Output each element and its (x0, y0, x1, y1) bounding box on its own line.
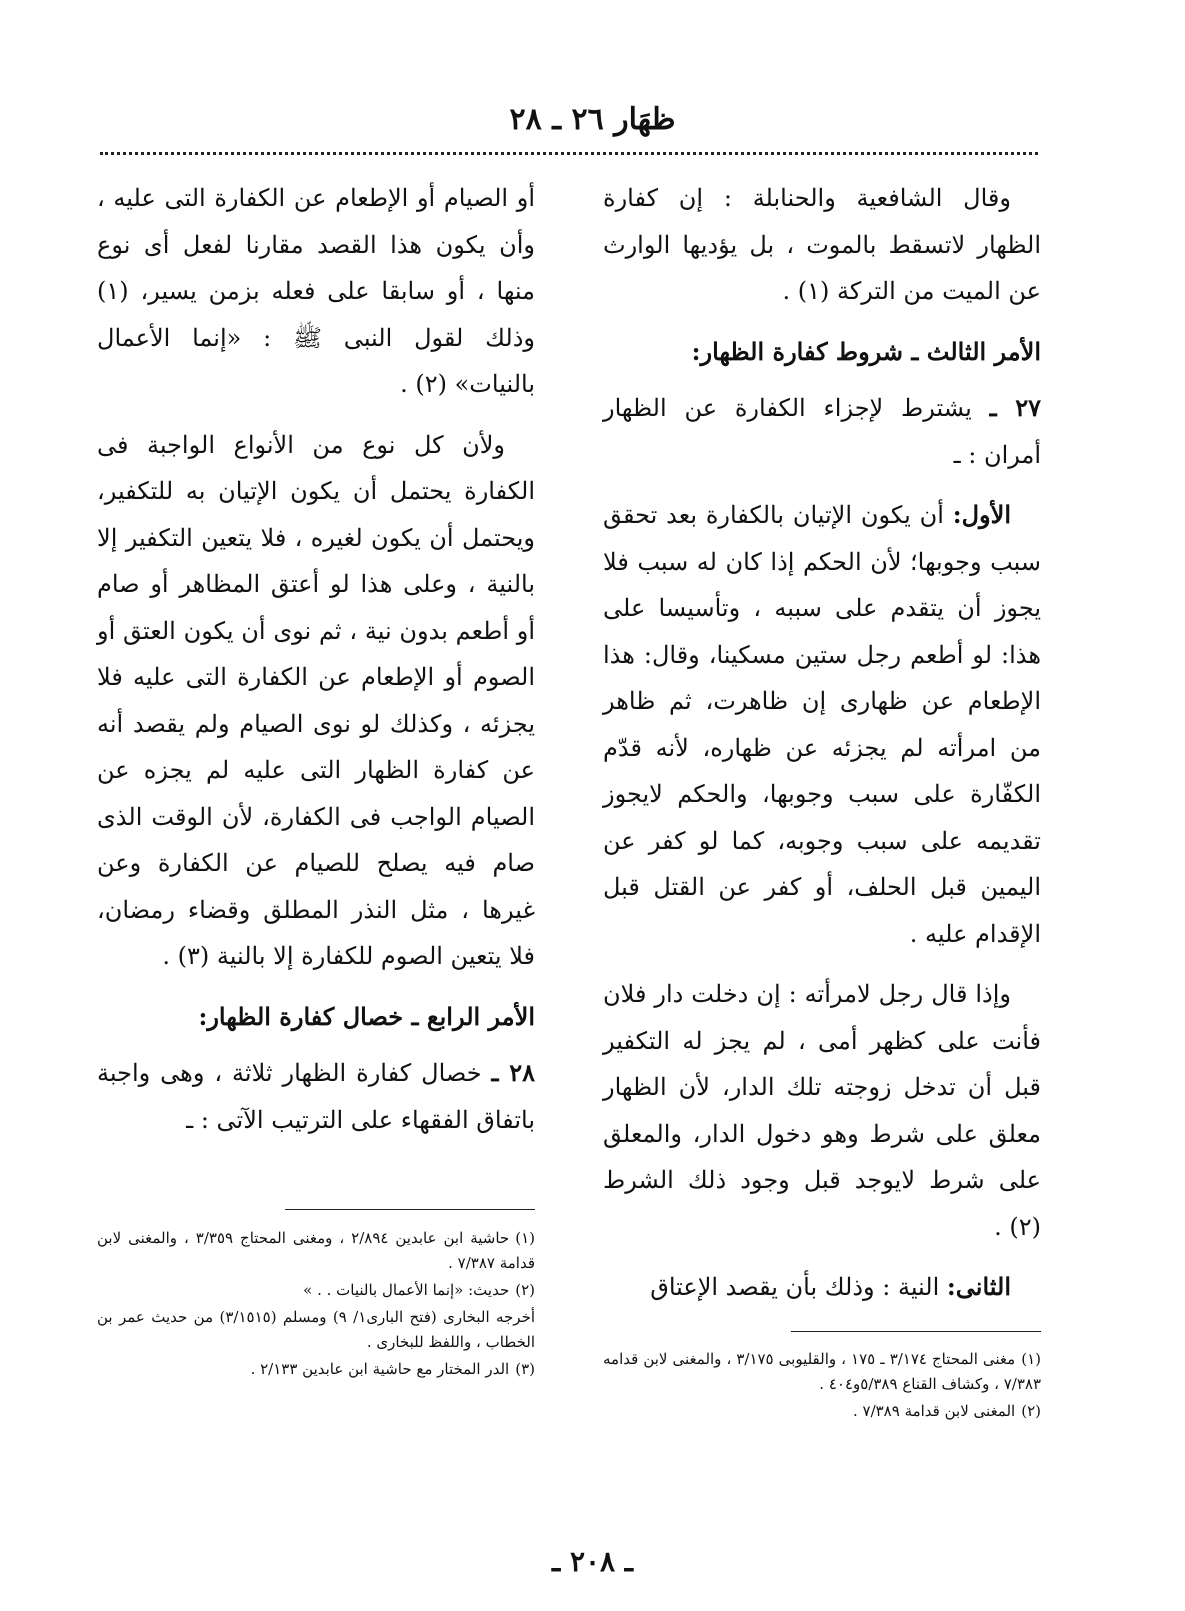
footnote-text: مغنى المحتاج ٣/١٧٤ ـ ١٧٥ ، والقليوبى ٣/١٧٥ ، والمغنى لابن قدامه ٧/٣٨٣ ، وكشاف القناع ٥/٣٨٩و٤٠٤ . (603, 1350, 1041, 1393)
paragraph-first-condition (603, 492, 1041, 957)
left-column (97, 175, 535, 1157)
footnote-rule-left (285, 1209, 535, 1210)
footnote (97, 1278, 535, 1303)
running-header: ظهَار ٢٦ ـ ٢٨ (509, 102, 676, 137)
first-condition-label: الأول: (952, 500, 1011, 529)
page-number: ـ ٢٠٨ ـ (551, 1545, 634, 1578)
section-heading-third: الأمر الثالث ـ شروط كفارة الظهار: (691, 336, 1041, 366)
paragraph-27-number: ٢٧ ـ (989, 393, 1042, 422)
footnote-text: المغنى لابن قدامة ٧/٣٨٩ . (852, 1402, 1016, 1420)
footnote-text: الدر المختار مع حاشية ابن عابدين ٢/١٣٣ . (250, 1360, 510, 1378)
paragraph-28 (97, 1050, 535, 1143)
paragraph-each-type: ولأن كل نوع من الأنواع الواجبة فى الكفارة يحتمل أن يكون الإتيان به للتكفير، ويحتمل أن يكون لغيره ، فلا يتعين التكفير إلا بالنية ، وعلى هذا لو أعتق المظاهر أو صام أو أطعم بدون نية ، ثم نوى أن يكون العتق أو الصوم أو الإطعام عن الكفارة التى عليه فلا يجزئه ، وكذلك لو نوى الصيام ولم يقصد أنه عن كفارة الظهار التى عليه لم يجزه عن الصيام الواجب فى الكفارة، لأن الوقت الذى صام فيه يصلح للصيام عن الكفارة وعن غيرها ، مثل النذر المطلق وقضاء رمضان، فلا يتعين الصوم للكفارة إلا بالنية (٣) . (97, 430, 535, 970)
paragraph-28-text: خصال كفارة الظهار ثلاثة ، وهى واجبة باتفاق الفقهاء على الترتيب الآتى : ـ (97, 1059, 535, 1134)
footnotes-left (97, 1226, 535, 1384)
paragraph-28-number: ٢٨ ـ (491, 1058, 535, 1087)
footnote-continuation (97, 1305, 535, 1355)
paragraph-27 (603, 385, 1041, 478)
paragraph-27-text: يشترط لإجزاء الكفارة عن الظهار أمران : ـ (603, 394, 1041, 469)
first-condition-text: أن يكون الإتيان بالكفارة بعد تحقق سبب وجوبها؛ لأن الحكم إذا كان له سبب فلا يجوز أن يتقدم على سببه ، وتأسيسا على هذا: لو أطعم رجل ستين مسكينا، وقال: هذا الإطعام عن ظهارى إن ظاهرت، ثم ظاهر من امرأته لم يجزئه عن ظهاره، لأنه قدّم الكفّارة على سبب وجوبها، والحكم لايجوز تقديمه على سبب وجوبه، كما لو كفر عن اليمين قبل الحلف، أو كفر عن القتل قبل الإقدام عليه . (603, 501, 1041, 948)
footnote-text: حديث: «إنما الأعمال بالنيات . . » (303, 1281, 510, 1299)
footnote (603, 1347, 1041, 1397)
paragraph-second-condition (603, 1264, 1041, 1311)
paragraph-intention-continued: أو الصيام أو الإطعام عن الكفارة التى عليه ، وأن يكون هذا القصد مقارنا لفعل أى نوع منها ، أو سابقا على فعله بزمن يسير، (١) وذلك لقول النبى ﷺ : «إنما الأعمال بالنيات» (٢) . (97, 184, 535, 398)
second-condition-label: الثانى: (946, 1272, 1011, 1301)
footnote (97, 1357, 535, 1382)
footnote-number: (٣) (515, 1360, 535, 1378)
footnote-number: (٢) (1021, 1402, 1041, 1420)
footnote (603, 1399, 1041, 1424)
paragraph-shafii-hanbali: وقال الشافعية والحنابلة : إن كفارة الظهار لاتسقط بالموت ، بل يؤديها الوارث عن الميت من التركة (١) . (603, 184, 1041, 305)
section-heading-fourth: الأمر الرابع ـ خصال كفارة الظهار: (198, 1001, 535, 1031)
second-condition-text: النية : وذلك بأن يقصد الإعتاق (650, 1273, 940, 1301)
footnote-number: (١) (515, 1229, 535, 1247)
header-dotted-rule (100, 152, 1038, 155)
footnote (97, 1226, 535, 1276)
footnote-text: أخرجه البخارى (فتح البارى١/ ٩) ومسلم (٣/١٥١٥) من حديث عمر بن الخطاب ، واللفظ للبخارى . (97, 1308, 536, 1351)
right-column (603, 175, 1041, 1325)
paragraph-conditional-zihar: وإذا قال رجل لامرأته : إن دخلت دار فلان فأنت على كظهر أمى ، لم يجز له التكفير قبل أن تدخل زوجته تلك الدار، لأن الظهار معلق على شرط وهو دخول الدار، والمعلق على شرط لايوجد قبل وجود ذلك الشرط (٢) . (603, 980, 1041, 1241)
footnote-rule-right (791, 1331, 1041, 1332)
footnote-number: (١) (1021, 1350, 1041, 1368)
footnotes-right (603, 1347, 1041, 1426)
footnote-text: حاشية ابن عابدين ٢/٨٩٤ ، ومغنى المحتاج ٣/٣٥٩ ، والمغنى لابن قدامة ٧/٣٨٧ . (97, 1229, 535, 1272)
footnote-number: (٢) (515, 1281, 535, 1299)
